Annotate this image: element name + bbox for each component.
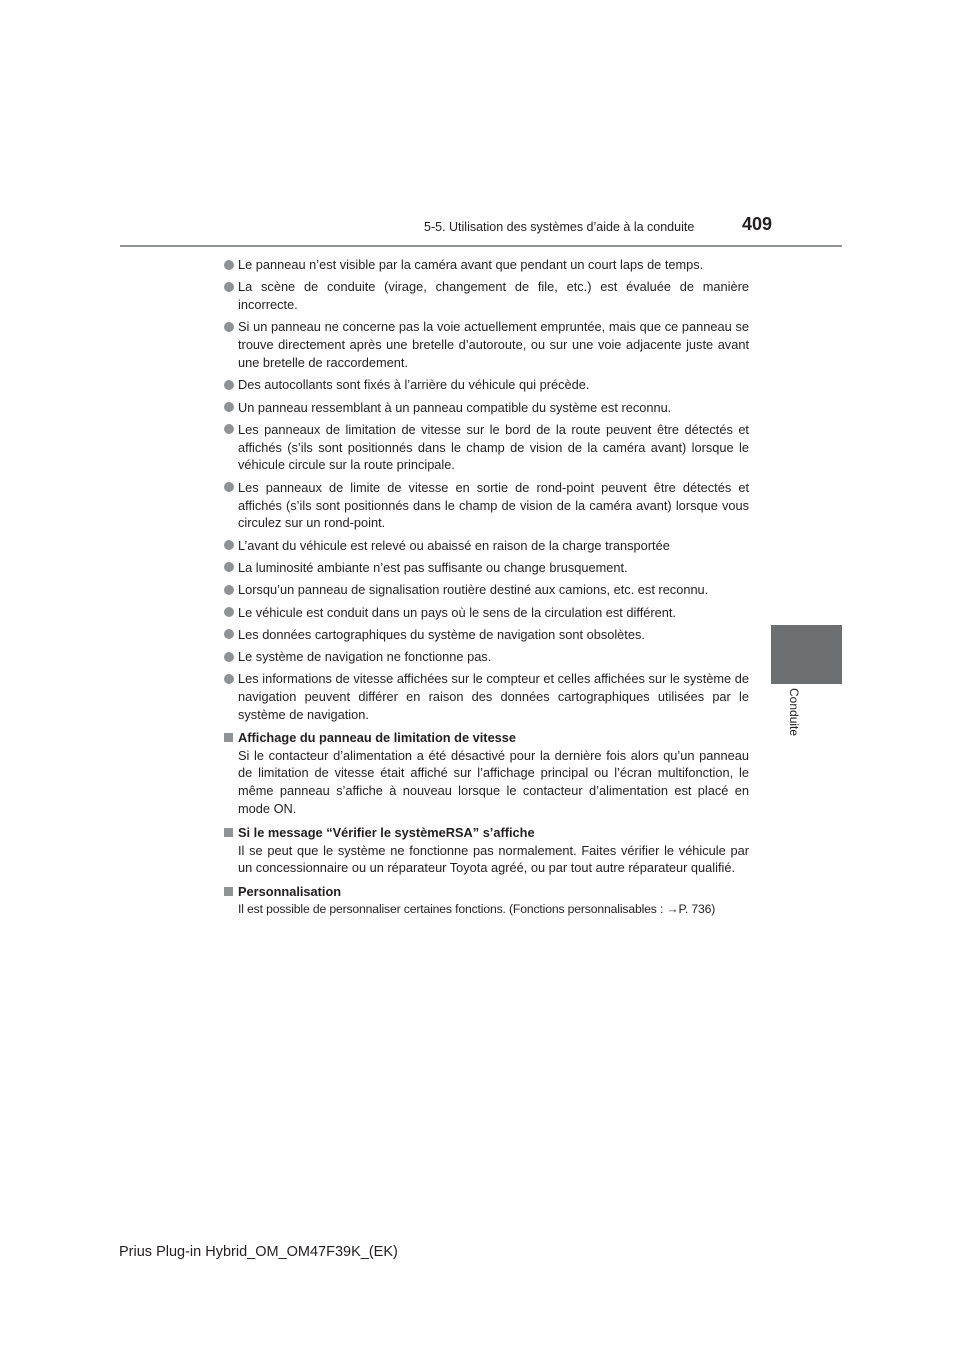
bullet-item — [224, 648, 749, 666]
note-heading-text: Si le message “Vérifier le systèmeRSA” s’affiche — [238, 824, 535, 840]
bullet-text: La scène de conduite (virage, changement de file, etc.) est évaluée de manière incorrecte. — [238, 279, 749, 313]
note-block — [224, 883, 749, 919]
bullet-item — [224, 479, 749, 532]
bullet-text: L’avant du véhicule est relevé ou abaissé en raison de la charge transportée — [238, 537, 670, 553]
bullet-circle-icon — [224, 585, 234, 595]
note-body: Si le contacteur d’alimentation a été désactivé pour la dernière fois alors qu’un panneau de limitation de vitesse était affiché sur l’affichage principal ou l’écran multifonction, le même panneau s’affiche à nouveau lorsque le contacteur d’alimentation est placé en mode ON. — [238, 747, 749, 817]
note-block — [224, 729, 749, 818]
bullet-text: Le système de navigation ne fonctionne pas. — [238, 649, 492, 665]
bullet-item — [224, 318, 749, 371]
bullet-circle-icon — [224, 482, 234, 492]
note-heading — [224, 883, 749, 901]
note-heading-text: Personnalisation — [238, 884, 342, 900]
bullet-text: Les données cartographiques du système de navigation sont obsolètes. — [238, 626, 645, 642]
bullet-circle-icon — [224, 562, 234, 572]
note-heading — [224, 729, 749, 747]
page-content — [224, 256, 749, 925]
square-bullet-icon — [224, 828, 233, 837]
bullet-circle-icon — [224, 322, 234, 332]
bullet-circle-icon — [224, 629, 234, 639]
bullet-item — [224, 399, 749, 417]
chapter-number: 5 — [803, 1269, 810, 1283]
document-footer: Prius Plug-in Hybrid_OM_OM47F39K_(EK) — [119, 1244, 398, 1260]
bullet-item — [224, 670, 749, 723]
bullet-text: Les panneaux de limite de vitesse en sortie de rond-point peuvent être détectés et affichés (s’ils sont positionnés dans le champ de vision de la caméra avant) lorsque vous circulez sur un rond-point. — [238, 479, 749, 531]
condition-bullet-list — [224, 256, 749, 724]
bullet-circle-icon — [224, 540, 234, 550]
bullet-circle-icon — [224, 380, 234, 390]
header-divider — [120, 245, 842, 247]
bullet-circle-icon — [224, 674, 234, 684]
note-heading-text: Affichage du panneau de limitation de vitesse — [238, 729, 517, 745]
note-body: Il est possible de personnaliser certaines fonctions. (Fonctions personnalisables : →P. 736) — [238, 902, 716, 916]
bullet-text: Lorsqu’un panneau de signalisation routière destiné aux camions, etc. est reconnu. — [238, 582, 709, 598]
note-block — [224, 824, 749, 877]
bullet-text: Les panneaux de limitation de vitesse sur le bord de la route peuvent être détectés et affichés (s’ils sont positionnés dans le champ de vision de la caméra avant) lorsque le véhicule circule sur la route principale. — [238, 421, 749, 473]
bullet-text: Le panneau n’est visible par la caméra avant que pendant un court laps de temps. — [238, 257, 704, 272]
bullet-item — [224, 256, 749, 274]
bullet-circle-icon — [224, 282, 234, 292]
bullet-circle-icon — [224, 402, 234, 412]
bullet-circle-icon — [224, 607, 234, 617]
bullet-item — [224, 421, 749, 474]
bullet-item — [224, 537, 749, 555]
bullet-item — [224, 278, 749, 314]
bullet-text: Des autocollants sont fixés à l’arrière du véhicule qui précède. — [238, 377, 590, 393]
note-heading — [224, 824, 749, 842]
bullet-item — [224, 559, 749, 577]
section-title: 5-5. Utilisation des systèmes d’aide à la conduite — [424, 220, 695, 234]
bullet-item — [224, 604, 749, 622]
bullet-item — [224, 581, 749, 599]
note-body: Il se peut que le système ne fonctionne pas normalement. Faites vérifier le véhicule par un concessionnaire ou un réparateur Toyota agréé, ou par tout autre réparateur qualifié. — [238, 842, 749, 876]
bullet-circle-icon — [224, 260, 234, 270]
bullet-item — [224, 376, 749, 394]
square-bullet-icon — [224, 733, 233, 742]
bullet-circle-icon — [224, 652, 234, 662]
bullet-text: La luminosité ambiante n’est pas suffisante ou change brusquement. — [238, 559, 628, 575]
bullet-circle-icon — [224, 424, 234, 434]
chapter-label: Conduite — [787, 688, 801, 737]
bullet-text: Un panneau ressemblant à un panneau compatible du système est reconnu. — [238, 399, 672, 415]
page-number: 409 — [742, 214, 773, 234]
bullet-text: Si un panneau ne concerne pas la voie actuellement empruntée, mais que ce panneau se trouve directement après une bretelle d’autoroute, ou sur une voie adjacente juste avant une bretelle de raccordement. — [238, 319, 749, 370]
square-bullet-icon — [224, 887, 233, 896]
bullet-text: Le véhicule est conduit dans un pays où le sens de la circulation est différent. — [238, 604, 676, 620]
bullet-item — [224, 626, 749, 644]
notes-section — [224, 729, 749, 919]
bullet-text: Les informations de vitesse affichées sur le compteur et celles affichées sur le système de navigation peuvent différer en raison des données cartographiques utilisées par le système de navigation. — [238, 671, 749, 723]
